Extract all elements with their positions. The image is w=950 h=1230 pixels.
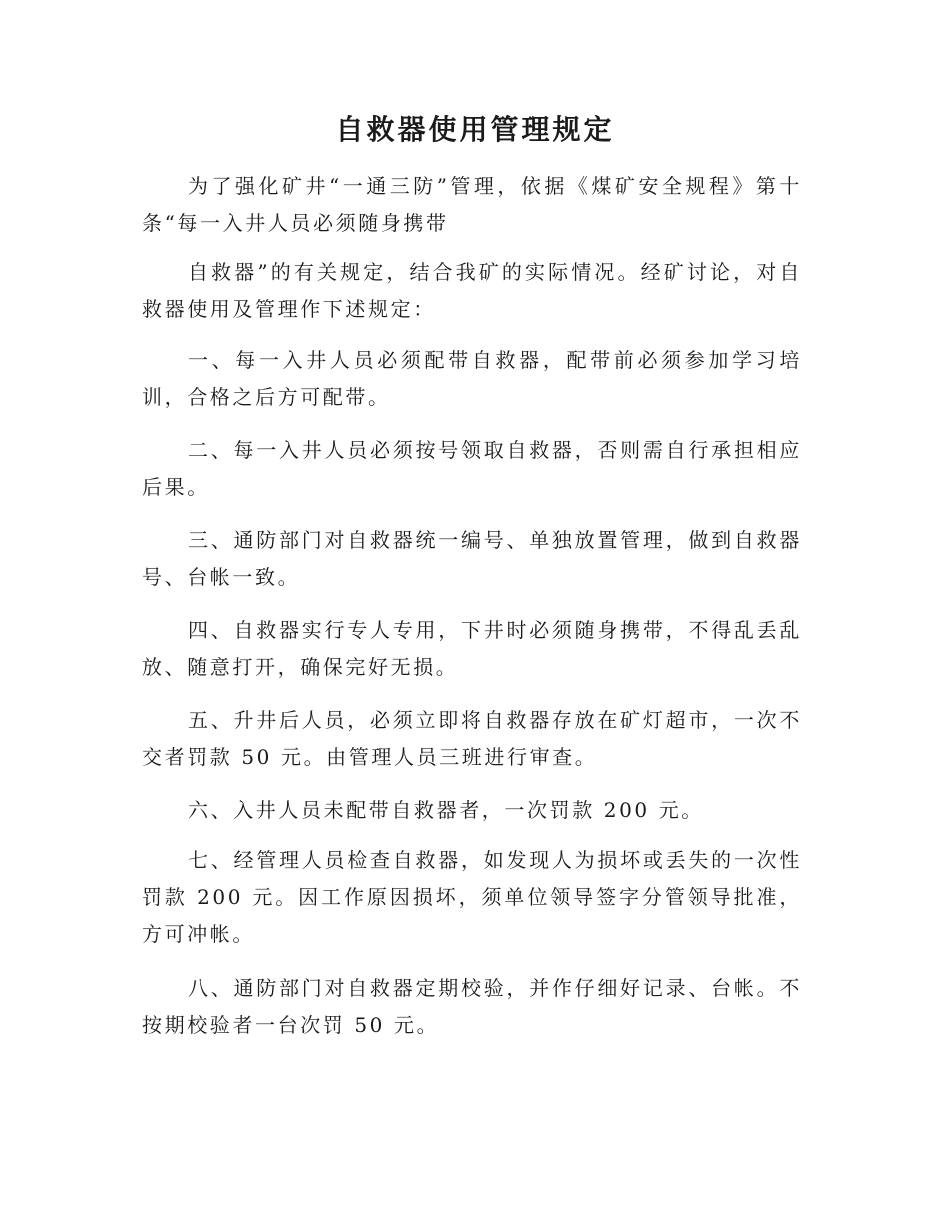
document-title: 自救器使用管理规定 <box>335 113 615 146</box>
rule-paragraph-7: 七、经管理人员检查自救器，如发现人为损坏或丢失的一次性罚款 200 元。因工作原因损坏，须单位领导签字分管领导批准，方可冲帐。 <box>142 848 802 946</box>
intro-paragraph-1: 为了强化矿井“一通三防”管理，依据《煤矿安全规程》第十条“每一入井人员必须随身携带 <box>142 174 802 235</box>
rule-paragraph-4: 四、自救器实行专人专用，下井时必须随身携带，不得乱丢乱放、随意打开，确保完好无损。 <box>142 618 802 679</box>
rule-paragraph-8: 八、通防部门对自救器定期校验，并作仔细好记录、台帐。不按期校验者一台次罚 50 元。 <box>142 976 802 1037</box>
rule-paragraph-5: 五、升井后人员，必须立即将自救器存放在矿灯超市，一次不交者罚款 50 元。由管理人员三班进行审查。 <box>142 708 802 769</box>
rule-paragraph-3: 三、通防部门对自救器统一编号、单独放置管理，做到自救器号、台帐一致。 <box>142 528 802 589</box>
rule-paragraph-1: 一、每一入井人员必须配带自救器，配带前必须参加学习培训，合格之后方可配带。 <box>142 348 802 409</box>
intro-paragraph-2: 自救器”的有关规定，结合我矿的实际情况。经矿讨论，对自救器使用及管理作下述规定： <box>142 260 802 321</box>
rule-paragraph-6: 六、入井人员未配带自救器者，一次罚款 200 元。 <box>188 798 704 822</box>
rule-paragraph-2: 二、每一入井人员必须按号领取自救器，否则需自行承担相应后果。 <box>142 438 802 499</box>
